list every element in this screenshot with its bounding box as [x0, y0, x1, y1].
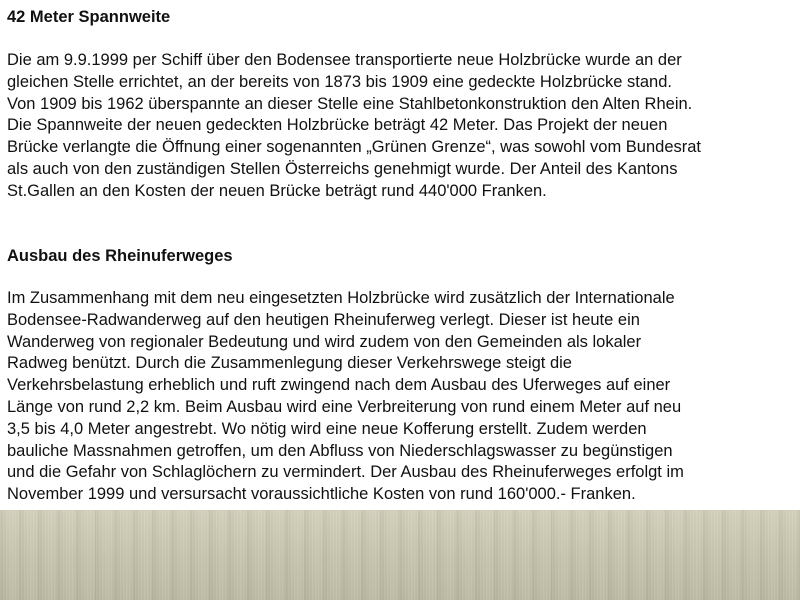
- section-heading-rheinuferweg: Ausbau des Rheinuferweges: [7, 247, 233, 265]
- text-line: Die Spannweite der neuen gedeckten Holzbrücke beträgt 42 Meter. Das Projekt der neuen: [7, 116, 668, 135]
- text-line: Brücke verlangte die Öffnung einer sogenannten „Grünen Grenze“, was sowohl vom Bundesrat: [7, 138, 702, 157]
- text-line: Verkehrsbelastung erheblich und ruft zwingend nach dem Ausbau des Uferweges auf einer: [7, 376, 671, 395]
- text-line: Bodensee-Radwanderweg auf den heutigen Rheinuferweg verlegt. Dieser ist heute ein: [7, 310, 640, 329]
- text-line: als auch von den zuständigen Stellen Österreichs genehmigt wurde. Der Anteil des Kantons: [7, 159, 678, 178]
- text-line: Von 1909 bis 1962 überspannte an dieser Stelle eine Stahlbetonkonstruktion den Alten Rhein.: [7, 94, 693, 113]
- text-line: 3,5 bis 4,0 Meter angestrebt. Wo nötig wird eine neue Kofferung erstellt. Zudem werden: [7, 419, 647, 438]
- text-line: Radweg benützt. Durch die Zusammenlegung dieser Verkehrswege steigt die: [7, 354, 572, 373]
- paragraph-rheinuferweg: [7, 288, 800, 506]
- text-line: Die am 9.9.1999 per Schiff über den Bodensee transportierte neue Holzbrücke wurde an der: [7, 51, 682, 69]
- text-line: Wanderweg von regionaler Bedeutung und wird zudem von den Gemeinden als lokaler: [7, 332, 642, 351]
- text-line: bauliche Massnahmen getroffen, um den Abfluss von Niederschlagswasser zu begünstigen: [7, 441, 673, 460]
- paragraph-spannweite: [7, 50, 800, 203]
- section-heading-spannweite: 42 Meter Spannweite: [7, 8, 171, 26]
- text-line: November 1999 und versursacht voraussichtliche Kosten von rund 160'000.- Franken.: [7, 485, 636, 504]
- text-line: Länge von rund 2,2 km. Beim Ausbau wird eine Verbreiterung von rund einem Meter auf neu: [7, 397, 682, 416]
- text-line: St.Gallen an den Kosten der neuen Brücke beträgt rund 440'000 Franken.: [7, 181, 547, 200]
- text-line: und die Gefahr von Schlaglöchern zu vermindert. Der Ausbau des Rheinuferweges erfolgt im: [7, 463, 684, 482]
- textured-backdrop: [0, 510, 800, 600]
- text-line: gleichen Stelle errichtet, an der bereits von 1873 bis 1909 eine gedeckte Holzbrücke stand.: [7, 72, 672, 91]
- text-line: Im Zusammenhang mit dem neu eingesetzten Holzbrücke wird zusätzlich der Internationale: [7, 289, 675, 307]
